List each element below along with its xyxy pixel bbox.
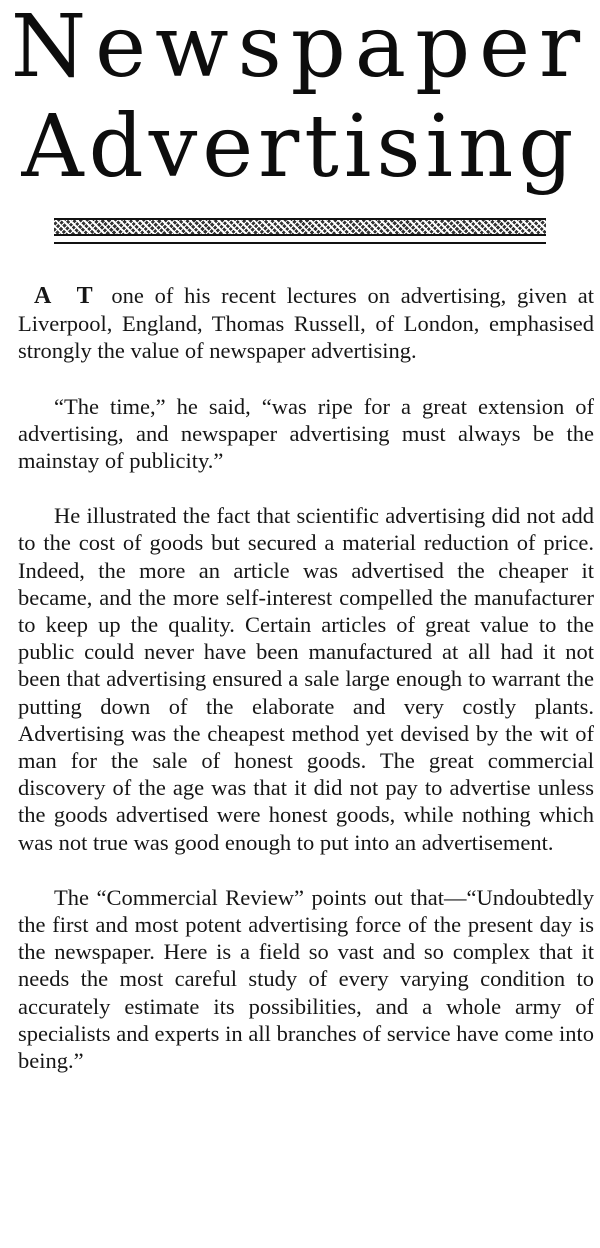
paragraph-2: “The time,” he said, “was ripe for a great extension of advertising, and newspaper advertising must always be the mainstay of publicity.”: [18, 393, 594, 474]
headline-line-2: Advertising: [21, 97, 579, 197]
paragraph-4: The “Commercial Review” points out that—“Undoubtedly the first and most potent advertising force of the present day is the newspaper. Here is a field so vast and so complex that it needs the most careful study of every varying condition to accurately estimate its possibilities, and a whole army of specialists and experts in all branches of service have come into being.”: [18, 884, 594, 1074]
paragraph-1: [18, 282, 594, 365]
divider-rule: [54, 242, 546, 244]
ornamental-divider: [54, 218, 546, 236]
article-body: [18, 282, 594, 1102]
paragraph-3: He illustrated the fact that scientific advertising did not add to the cost of goods but secured a material reduction of price. Indeed, the more an article was advertised the cheaper it became, and the more self-interest compelled the manufacturer to keep up the quality. Certain articles of great value to the public could never have been manufactured at all had it not been that advertising ensured a sale large enough to warrant the putting down of the elaborate and very costly plants. Advertising was the cheapest method yet devised by the wit of man for the sale of honest goods. The great commercial discovery of the age was that it did not pay to advertise unless the goods advertised were honest goods, while nothing which was not true was good enough to put into an advertisement.: [18, 503, 594, 855]
paragraph-1-text: one of his recent lectures on advertising, given at Liverpool, England, Thomas Russell, of London, emphasised strongly the value of newspaper advertising.: [18, 283, 594, 364]
paragraph-1-lead: A T: [34, 283, 101, 309]
headline-line-1: Newspaper: [10, 0, 590, 97]
